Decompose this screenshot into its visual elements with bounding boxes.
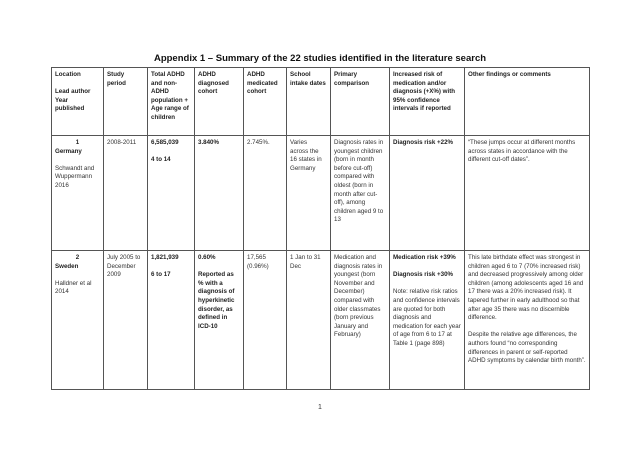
cell-population: [148, 136, 195, 251]
population-value: 6,585,039: [151, 139, 179, 146]
study-year: 2014: [55, 288, 69, 296]
age-range-value: 4 to 14: [151, 156, 171, 164]
cell-intake: Varies across the 16 states in Germany: [287, 136, 331, 251]
table-row: [52, 136, 590, 251]
population-value: 1,821,939: [151, 254, 179, 261]
risk-value: Diagnosis risk +22%: [393, 139, 454, 146]
cell-intake: 1 Jan to 31 Dec: [287, 251, 331, 390]
cell-location: [52, 251, 104, 390]
cell-other: “These jumps occur at different months across states in accordance with the different cut-off dates”.: [465, 136, 590, 251]
study-country: Germany: [55, 147, 82, 155]
cell-location: [52, 136, 104, 251]
header-total-population: Total ADHD and non-ADHD population + Age range of children: [148, 68, 195, 136]
header-study-period: Study period: [104, 68, 148, 136]
diagnosed-value: 3.840%: [198, 139, 219, 146]
header-primary-comparison: Primary comparison: [331, 68, 390, 136]
cell-diagnosed: [195, 251, 244, 390]
table-header-row: [52, 68, 590, 136]
cell-study-period: July 2005 to December 2009: [104, 251, 148, 390]
cell-study-period: 2008-2011: [104, 136, 148, 251]
other-finding-2: Despite the relative age differences, the authors found “no corresponding differences in parent or self-reported ADHD symptoms by calendar birth month”.: [468, 331, 586, 365]
study-author: Halldner et al: [55, 279, 92, 287]
header-increased-risk: Increased risk of medication and/or diagnosis (+X%) with 95% confidence intervals if reported: [390, 68, 465, 136]
header-published-label: published: [55, 105, 85, 113]
other-finding-1: This late birthdate effect was strongest in children aged 6 to 7 (70% increased risk) and decreased progressively among older children (among adolescents aged 16 and 17 there was a 20% increased risk). It tapered further in early adulthood so that after age 35 there was no discernible difference.: [468, 254, 584, 322]
cell-population: [148, 251, 195, 390]
cell-comparison: Diagnosis rates in youngest children (born in month before cut-off) compared with oldest (born in month after cut-off), among children aged 9 to 13: [331, 136, 390, 251]
study-year: 2016: [55, 181, 69, 189]
header-year-label: Year: [55, 96, 69, 104]
cell-risk: [390, 136, 465, 251]
study-author: Schwandt and Wuppermann: [55, 164, 95, 181]
study-number: 1: [75, 139, 80, 146]
age-range-value: 6 to 17: [151, 271, 171, 279]
cell-medicated: 17,565 (0.96%): [244, 251, 287, 390]
diagnosis-risk-value: Diagnosis risk +30%: [393, 271, 454, 279]
diagnosed-value: 0.60%: [198, 254, 216, 261]
study-country: Sweden: [55, 262, 79, 270]
header-lead-author-label: Lead author: [55, 88, 91, 96]
risk-note: Note: relative risk ratios and confidence intervals are quoted for both diagnosis and medication for each year of age from 6 to 17 at Table 1 (page 898): [393, 288, 461, 347]
cell-risk: [390, 251, 465, 390]
table-row: [52, 251, 590, 390]
cell-other: [465, 251, 590, 390]
cell-comparison: Medication and diagnosis rates in youngest (born November and December) compared with older classmates (born previous January and February): [331, 251, 390, 390]
header-location: [52, 68, 104, 136]
page-title: Appendix 1 – Summary of the 22 studies identified in the literature search: [153, 53, 487, 64]
studies-summary-table: [51, 67, 590, 390]
study-number: 2: [75, 254, 80, 261]
header-intake-dates: School intake dates: [287, 68, 331, 136]
header-other-findings: Other findings or comments: [465, 68, 590, 136]
medication-risk-value: Medication risk +39%: [393, 254, 456, 261]
diagnosed-note: Reported as % with a diagnosis of hyperkinetic disorder, as defined in ICD-10: [198, 271, 235, 330]
cell-diagnosed: [195, 136, 244, 251]
header-diagnosed-cohort: ADHD diagnosed cohort: [195, 68, 244, 136]
header-location-label: Location: [55, 71, 81, 78]
header-medicated-cohort: ADHD medicated cohort: [244, 68, 287, 136]
cell-medicated: 2.745%.: [244, 136, 287, 251]
page-number: 1: [318, 404, 322, 411]
